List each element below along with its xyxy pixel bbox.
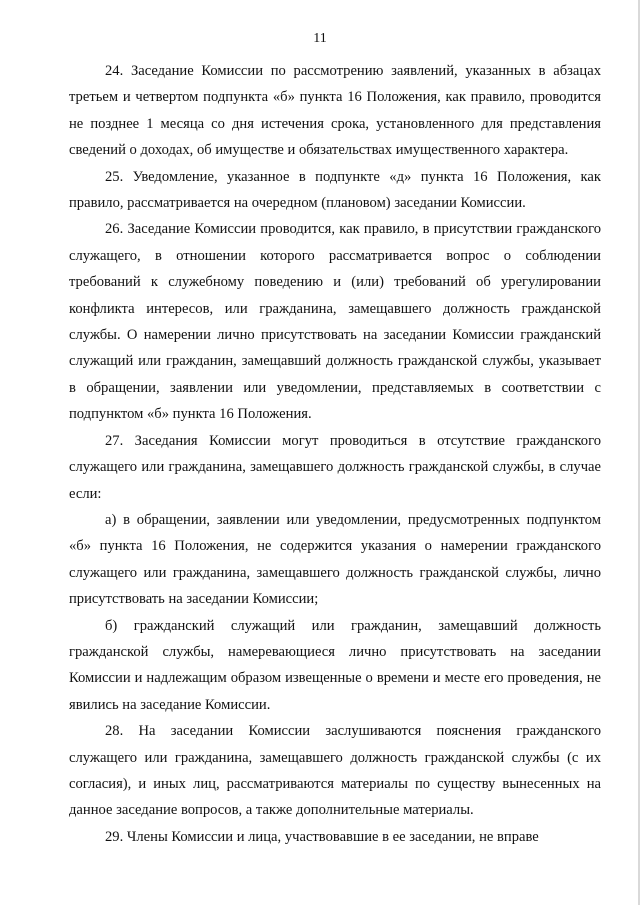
paragraph-29: 29. Члены Комиссии и лица, участвовавшие в ее заседании, не вправе <box>105 828 539 845</box>
paragraph-27-b: б) гражданский служащий или гражданин, замещавший должность гражданской службы, намеревающиеся лично присутствовать на заседании Комиссии и надлежащим образом извещенные о времени и месте его проведения, не явились на заседание Комиссии. <box>69 617 601 713</box>
paragraph-27: 27. Заседания Комиссии могут проводиться в отсутствие гражданского служащего или гражданина, замещавшего должность гражданской службы, в случае если: <box>69 432 601 502</box>
paragraph-25: 25. Уведомление, указанное в подпункте «д» пункта 16 Положения, как правило, рассматривается на очередном (плановом) заседании Комиссии. <box>69 168 601 212</box>
document-body <box>69 58 601 850</box>
paragraph-27-a: а) в обращении, заявлении или уведомлении, предусмотренных подпунктом «б» пункта 16 Положения, не содержится указания о намерении гражданского служащего или гражданина, замещавшего должность гражданской службы, лично присутствовать на заседании Комиссии; <box>69 511 601 608</box>
page-number: 11 <box>313 31 327 46</box>
paragraph-26: 26. Заседание Комиссии проводится, как правило, в присутствии гражданского служащего, в отношении которого рассматривается вопрос о соблюдении требований к служебному поведению и (или) требований об урегулировании конфликта интересов, или гражданина, замещавшего должность гражданской службы. О намерении лично присутствовать на заседании Комиссии гражданский служащий или гражданин, замещавший должность гражданской службы, указывает в обращении, заявлении или уведомлении, представляемых в соответствии с подпунктом «б» пункта 16 Положения. <box>69 221 601 423</box>
paragraph-28: 28. На заседании Комиссии заслушиваются пояснения гражданского служащего или гражданина, замещавшего должность гражданской службы (с их согласия), и иных лиц, рассматриваются материалы по существу вынесенных на данное заседание вопросов, а также дополнительные материалы. <box>69 723 601 819</box>
paragraph-24: 24. Заседание Комиссии по рассмотрению заявлений, указанных в абзацах третьем и четвертом подпункта «б» пункта 16 Положения, как правило, проводится не позднее 1 месяца со дня истечения срока, установленного для представления сведений о доходах, об имуществе и обязательствах имущественного характера. <box>69 63 601 159</box>
